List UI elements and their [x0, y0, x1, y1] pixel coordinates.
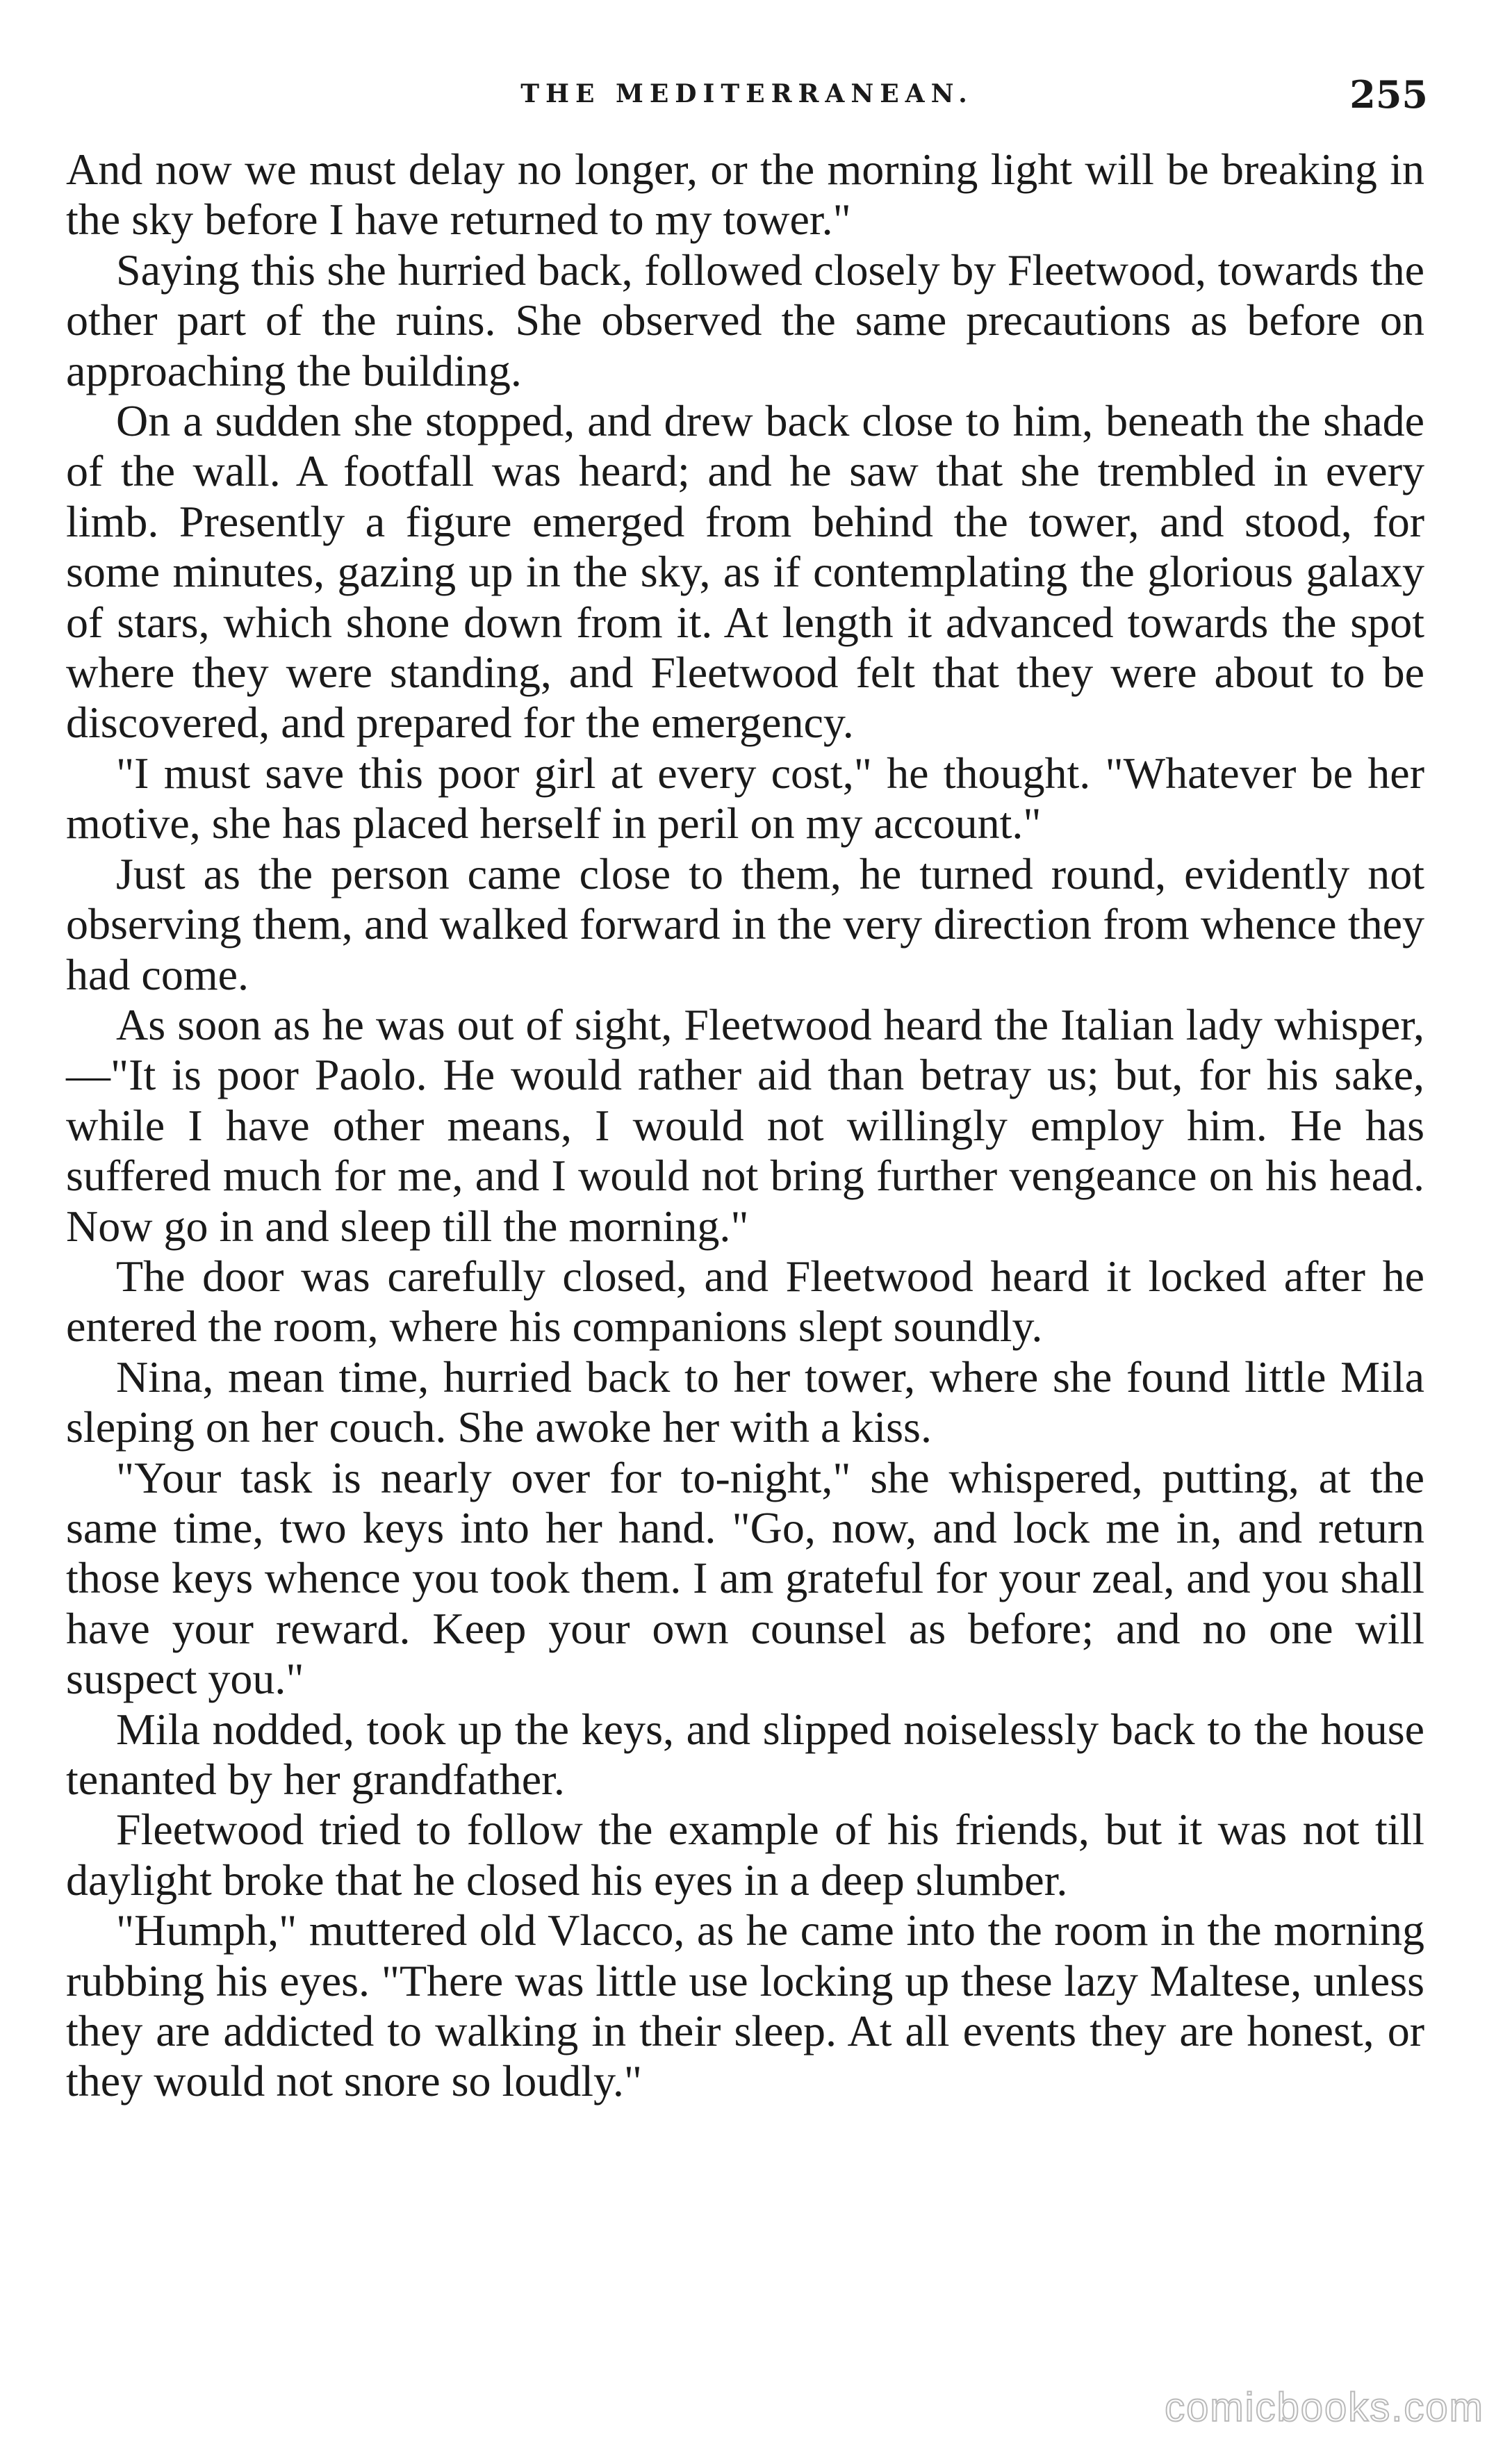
paragraph: "I must save this poor girl at every cost," he thought. "Whatever be her motive, she has placed herself in peril on my account.": [66, 748, 1424, 848]
paragraph: As soon as he was out of sight, Fleetwood heard the Italian lady whisper,—"It is poor Paolo. He would rather aid than betray us; but, for his sake, while I have other means, I would not willingly employ him. He has suffered much for me, and I would not bring further vengeance on his head. Now go in and sleep till the morning.": [66, 999, 1424, 1251]
running-head: [66, 72, 1428, 121]
paragraph: Just as the person came close to them, he turned round, evidently not observing them, and walked forward in the very direction from whence they had come.: [66, 848, 1424, 999]
paragraph: Nina, mean time, hurried back to her tower, where she found little Mila sleping on her couch. She awoke her with a kiss.: [66, 1352, 1424, 1452]
paragraph: The door was carefully closed, and Fleetwood heard it locked after he entered the room, where his companions slept soundly.: [66, 1251, 1424, 1352]
paragraph: "Humph," muttered old Vlacco, as he came into the room in the morning rubbing his eyes. "There was little use locking up these lazy Maltese, unless they are addicted to walking in their sleep. At all events they are honest, or they would not snore so loudly.": [66, 1905, 1424, 2106]
body-text: [66, 145, 1424, 2107]
paragraph: Fleetwood tried to follow the example of his friends, but it was not till daylight broke that he closed his eyes in a deep slumber.: [66, 1805, 1424, 1905]
paragraph: On a sudden she stopped, and drew back close to him, beneath the shade of the wall. A footfall was heard; and he saw that she trembled in every limb. Presently a figure emerged from behind the tower, and stood, for some minutes, gazing up in the sky, as if contemplating the glorious galaxy of stars, which shone down from it. At length it advanced towards the spot where they were standing, and Fleetwood felt that they were about to be discovered, and prepared for the emergency.: [66, 396, 1424, 748]
paragraph: Saying this she hurried back, followed closely by Fleetwood, towards the other part of the ruins. She observed the same precautions as before on approaching the building.: [66, 245, 1424, 395]
page-number: 255: [1349, 72, 1428, 117]
paragraph: Mila nodded, took up the keys, and slipped noiselessly back to the house tenanted by her grandfather.: [66, 1704, 1424, 1804]
paragraph: And now we must delay no longer, or the morning light will be breaking in the sky before I have returned to my tower.": [66, 145, 1424, 245]
running-title: THE MEDITERRANEAN.: [520, 79, 973, 108]
paragraph: "Your task is nearly over for to-night," she whispered, putting, at the same time, two keys into her hand. "Go, now, and lock me in, and return those keys whence you took them. I am grateful for your zeal, and you shall have your reward. Keep your own counsel as before; and no one will suspect you.": [66, 1452, 1424, 1704]
watermark: comicbooks.com: [1165, 2385, 1484, 2430]
